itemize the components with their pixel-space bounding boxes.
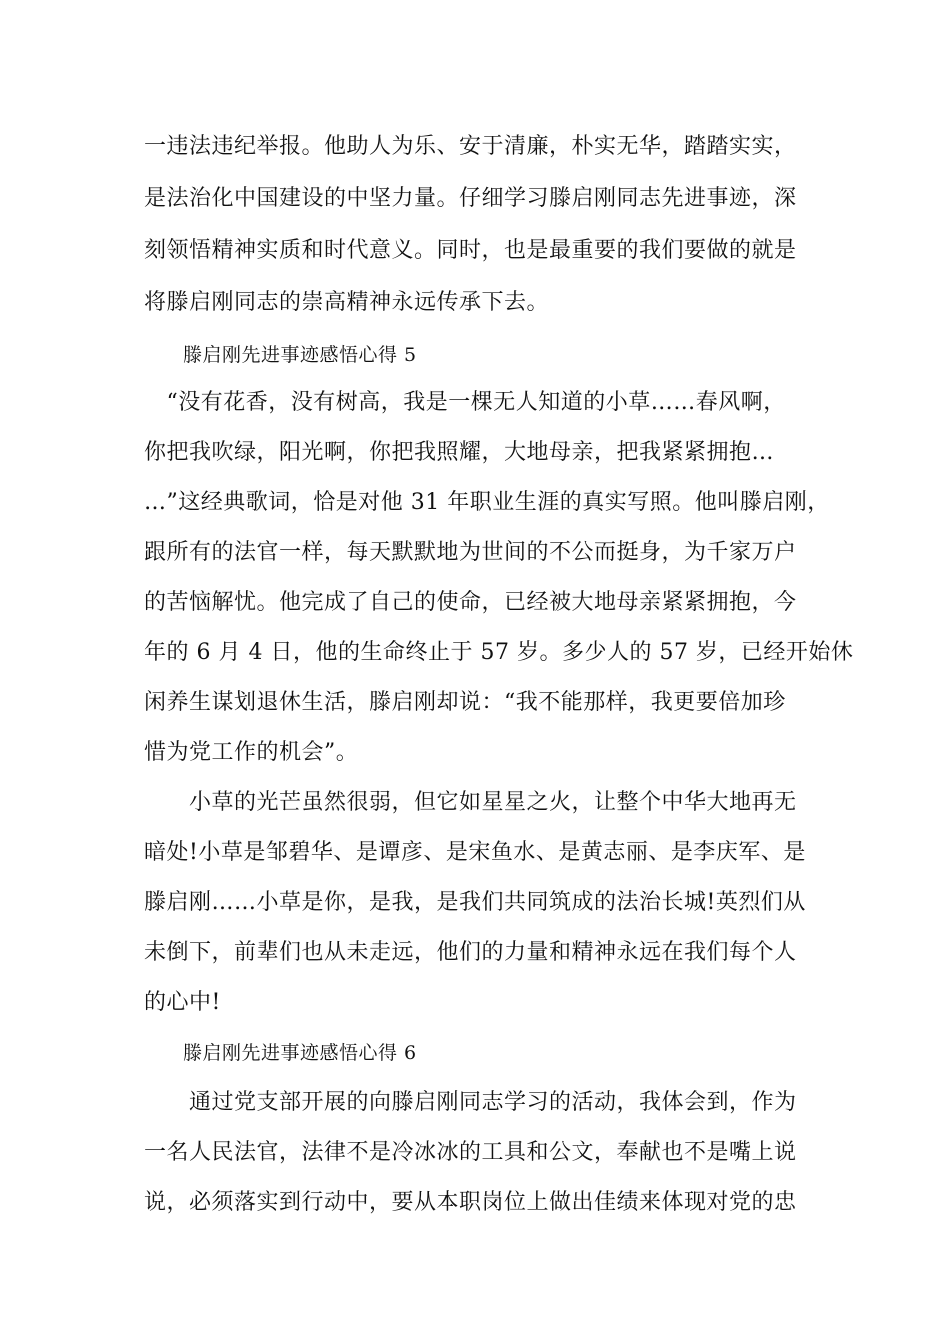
text-line: …”这经典歌词，恰是对他 31 年职业生涯的真实写照。他叫滕启刚， xyxy=(144,490,830,515)
text-line: “没有花香，没有树高，我是一棵无人知道的小草……春风啊， xyxy=(144,390,786,415)
text-line: 闲养生谋划退休生活，滕启刚却说：“我不能那样，我更要倍加珍 xyxy=(144,690,786,715)
text-line: 暗处!小草是邹碧华、是谭彦、是宋鱼水、是黄志丽、是李庆军、是 xyxy=(144,840,806,865)
text-line: 跟所有的法官一样，每天默默地为世间的不公而挺身，为千家万户 xyxy=(144,540,797,565)
text-line: 通过党支部开展的向滕启刚同志学习的活动，我体会到，作为 xyxy=(144,1090,797,1115)
text-line: 未倒下，前辈们也从未走远，他们的力量和精神永远在我们每个人 xyxy=(144,940,797,965)
text-line: 惜为党工作的机会”。 xyxy=(144,740,359,765)
text-line: 的心中! xyxy=(144,990,221,1015)
text-line: 的苦恼解忧。他完成了自己的使命，已经被大地母亲紧紧拥抱，今 xyxy=(144,590,797,615)
text-line: 将滕启刚同志的崇高精神永远传承下去。 xyxy=(144,290,550,315)
text-line: 你把我吹绿，阳光啊，你把我照耀，大地母亲，把我紧紧拥抱… xyxy=(144,440,775,465)
text-line: 一违法违纪举报。他助人为乐、安于清廉，朴实无华，踏踏实实， xyxy=(144,134,797,159)
text-line: 刻领悟精神实质和时代意义。同时，也是最重要的我们要做的就是 xyxy=(144,238,797,263)
text-line: 年的 6 月 4 日，他的生命终止于 57 岁。多少人的 57 岁，已经开始休 xyxy=(144,640,854,665)
section-heading: 滕启刚先进事迹感悟心得 5 xyxy=(144,344,417,366)
text-line: 小草的光芒虽然很弱，但它如星星之火，让整个中华大地再无 xyxy=(144,790,797,815)
text-line: 一名人民法官，法律不是冷冰冰的工具和公文，奉献也不是嘴上说 xyxy=(144,1140,797,1165)
text-line: 滕启刚……小草是你，是我，是我们共同筑成的法治长城!英烈们从 xyxy=(144,890,806,915)
section-heading: 滕启刚先进事迹感悟心得 6 xyxy=(144,1042,417,1064)
text-line: 说，必须落实到行动中，要从本职岗位上做出佳绩来体现对党的忠 xyxy=(144,1190,797,1215)
text-line: 是法治化中国建设的中坚力量。仔细学习滕启刚同志先进事迹，深 xyxy=(144,186,797,211)
